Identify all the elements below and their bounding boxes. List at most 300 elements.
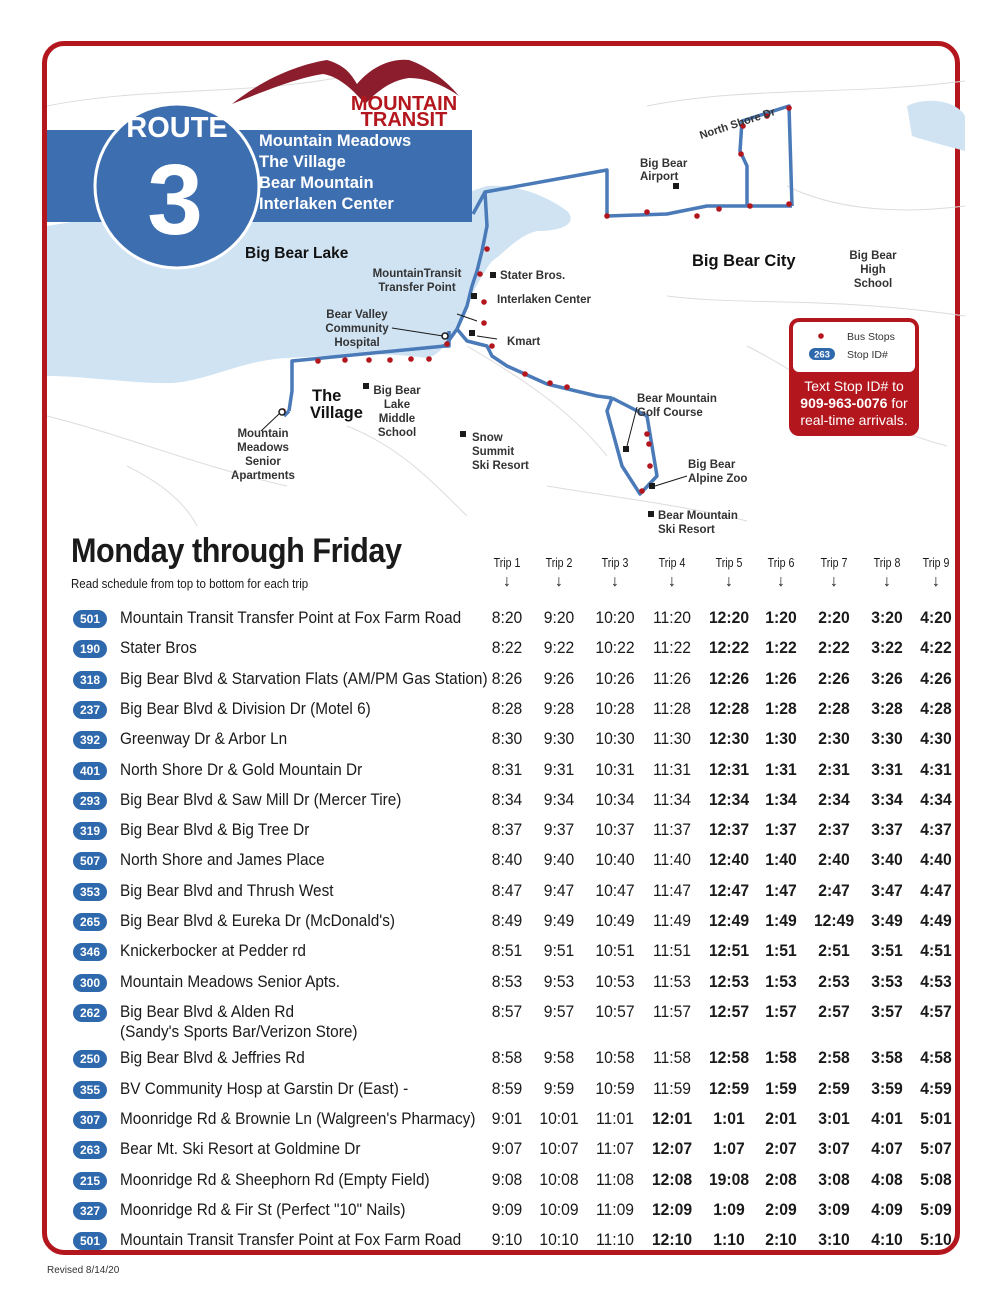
departure-time: 5:08 [920,1170,952,1189]
route-card [42,41,960,1255]
departure-time: 11:22 [652,639,692,658]
trip-header: Trip 2 [545,556,573,570]
revised-date: Revised 8/14/20 [47,1265,120,1276]
stop-name: Stater Bros [120,639,197,658]
departure-time: 4:28 [920,699,952,718]
small-lake-ne [907,101,965,151]
departure-time: 10:51 [595,942,635,961]
departure-time: 10:53 [595,972,635,991]
departure-time: 3:22 [871,639,903,658]
down-arrow-icon: ↓ [611,573,619,590]
departure-time: 2:10 [765,1231,797,1250]
departure-time: 1:30 [765,730,797,749]
departure-time: 8:40 [491,851,523,870]
stop-name: North Shore Dr & Gold Mountain Dr [120,760,363,779]
departure-time: 9:07 [491,1140,523,1159]
departure-time: 10:37 [595,821,635,840]
stop-id-badge: 501 [73,610,107,628]
departure-time: 2:07 [765,1140,797,1159]
departure-time: 4:09 [871,1200,903,1219]
label-meadows-3: Senior [245,456,281,468]
departure-time: 4:07 [871,1140,903,1159]
label-stater-bros: Stater Bros. [500,270,566,282]
departure-time: 10:40 [595,851,635,870]
trip-header: Trip 5 [715,556,743,570]
departure-time: 9:47 [543,881,575,900]
departure-time: 4:31 [920,760,952,779]
label-middle-school-2: Lake [383,399,411,411]
stop-name: Big Bear Blvd & Starvation Flats (AM/PM Gas Station) [120,669,488,688]
departure-time: 2:59 [818,1079,850,1098]
departure-time: 3:57 [871,1002,903,1021]
departure-time: 9:51 [543,942,575,961]
schedule-row [47,789,965,817]
schedule-row [47,1169,965,1197]
departure-time: 4:26 [920,669,952,688]
label-meadows-2: Meadows [237,442,289,454]
departure-time: 12:07 [651,1140,693,1159]
mountain-transit-logo [232,60,459,131]
departure-time: 1:58 [765,1049,797,1068]
label-interlaken-center: Interlaken Center [497,294,591,306]
schedule-row [47,1199,965,1227]
trip-header: Trip 6 [767,556,795,570]
departure-time: 9:01 [491,1110,523,1128]
departure-time: 9:40 [543,851,575,870]
departure-time: 12:47 [708,881,750,900]
departure-time: 4:53 [920,972,952,991]
departure-time: 11:07 [595,1140,635,1159]
schedule-row [47,1108,965,1136]
departure-time: 4:59 [920,1079,952,1098]
legend-text-for: for [887,395,908,411]
departure-time: 9:20 [543,609,575,627]
departure-time: 9:58 [543,1049,575,1068]
departure-time: 10:30 [595,730,635,749]
departure-time: 1:01 [713,1110,745,1128]
departure-time: 9:30 [543,730,575,749]
label-ski-resort-2: Ski Resort [658,524,715,536]
departure-time: 5:07 [920,1140,952,1159]
schedule-row [47,971,965,999]
departure-time: 9:34 [543,790,575,809]
label-airport-1: Big Bear [640,158,688,170]
departure-time: 12:09 [651,1200,693,1219]
departure-time: 12:08 [651,1170,693,1189]
departure-time: 4:01 [871,1110,903,1128]
departure-time: 3:40 [871,851,903,870]
departure-time: 1:37 [765,821,797,840]
stop-name: Moonridge Rd & Fir St (Perfect "10" Nails) [120,1200,406,1219]
departure-time: 8:37 [491,821,523,840]
departure-time: 3:51 [871,942,903,961]
departure-time: 2:57 [818,1002,850,1021]
stop-id-badge: 263 [73,1141,107,1159]
destination-3: Bear Mountain [259,174,374,192]
departure-time: 19:08 [708,1170,750,1189]
departure-time: 11:59 [652,1079,692,1098]
departure-time: 1:09 [713,1200,745,1219]
stop-id-badge: 353 [73,883,107,901]
stop-id-badge: 307 [73,1111,107,1129]
stop-name: Moonridge Rd & Brownie Ln (Walgreen's Pharmacy) [120,1110,476,1128]
departure-time: 1:57 [765,1002,797,1021]
departure-time: 3:37 [871,821,903,840]
schedule-row [47,910,965,938]
departure-time: 11:51 [652,942,692,961]
departure-time: 3:07 [818,1140,850,1159]
down-arrow-icon: ↓ [725,573,733,590]
label-snow-summit-2: Summit [472,446,515,458]
departure-time: 3:31 [871,760,903,779]
trip-header: Trip 3 [601,556,629,570]
stop-id-badge: 190 [73,640,107,658]
stop-id-badge: 300 [73,974,107,992]
destination-1: Mountain Meadows [259,132,412,150]
departure-time: 8:22 [491,639,523,658]
trip-header: Trip 8 [873,556,901,570]
departure-time: 10:59 [595,1079,635,1098]
stop-name: Moonridge Rd & Sheephorn Rd (Empty Field) [120,1170,430,1189]
departure-time: 1:49 [765,912,797,930]
departure-time: 8:26 [491,669,523,688]
label-hospital-2: Community [325,323,389,335]
stop-id-badge: 355 [73,1081,107,1099]
departure-time: 1:07 [713,1140,745,1159]
stop-id-badge: 265 [73,913,107,931]
label-kmart: Kmart [507,336,541,348]
legend-key-area [793,322,915,372]
stop-id-badge: 501 [73,1232,107,1250]
departure-time: 9:59 [543,1079,575,1098]
departure-time: 10:28 [595,699,635,718]
label-middle-school-4: School [377,427,417,439]
departure-time: 9:31 [543,760,575,779]
departure-time: 2:01 [765,1110,797,1128]
label-hospital-3: Hospital [334,337,380,349]
departure-time: 8:28 [491,699,523,718]
departure-time: 1:26 [765,669,797,688]
departure-time: 12:28 [708,699,750,718]
schedule-row [47,880,965,908]
departure-time: 9:09 [491,1200,523,1219]
departure-time: 11:37 [652,821,692,840]
legend-text-line-2 [800,395,908,411]
departure-time: 12:59 [708,1079,750,1098]
departure-time: 8:49 [491,912,523,930]
departure-time: 10:26 [595,669,635,688]
label-alpine-zoo-2: Alpine Zoo [688,473,748,485]
departure-time: 11:10 [595,1231,635,1250]
departure-time: 12:51 [708,942,750,961]
label-golf-course-1: Bear Mountain [637,393,717,405]
departure-time: 9:26 [543,669,575,688]
departure-time: 4:30 [920,730,952,749]
departure-time: 12:49 [708,912,750,930]
stop-name: Big Bear Blvd & Alden Rd [120,1002,295,1021]
destination-2: The Village [259,153,346,171]
departure-time: 12:01 [651,1110,693,1128]
label-transfer-point-2: Transfer Point [378,282,456,294]
schedule-row [47,759,965,787]
departure-time: 11:58 [652,1049,692,1068]
stop-name: Bear Mt. Ski Resort at Goldmine Dr [120,1140,361,1159]
stop-id-badge: 401 [73,762,107,780]
trip-header: Trip 4 [658,556,686,570]
trip-header: Trip 1 [493,556,521,570]
departure-time: 12:53 [708,972,750,991]
stop-id-badge: 346 [73,943,107,961]
departure-time: 1:51 [765,942,797,961]
departure-time: 8:51 [491,942,523,961]
schedule-row [47,1078,965,1106]
departure-time: 8:53 [491,972,523,991]
map-legend [789,318,919,436]
departure-time: 10:01 [539,1110,579,1128]
legend-stop-id: Stop ID# [847,349,888,361]
departure-time: 4:57 [920,1002,952,1021]
departure-time: 3:01 [818,1110,850,1128]
stop-id-badge: 318 [73,671,107,689]
stop-id-badge: 250 [73,1050,107,1068]
label-snow-summit-1: Snow [472,432,503,444]
label-transfer-point-1: MountainTransit [372,268,462,280]
departure-time: 1:28 [765,699,797,718]
departure-time: 9:08 [491,1170,523,1189]
departure-time: 10:08 [539,1170,579,1189]
route-number: 3 [147,144,203,256]
departure-time: 10:20 [595,609,635,627]
stop-id-badge: 392 [73,731,107,749]
departure-time: 3:10 [818,1231,850,1250]
departure-time: 9:37 [543,821,575,840]
departure-time: 12:30 [708,730,750,749]
label-big-bear-city: Big Bear City [692,252,796,270]
departure-time: 3:59 [871,1079,903,1098]
departure-time: 10:10 [539,1231,579,1250]
departure-time: 9:28 [543,699,575,718]
departure-time: 8:34 [491,790,523,809]
schedule-row [47,698,965,726]
down-arrow-icon: ↓ [555,573,563,590]
departure-time: 4:58 [920,1049,952,1068]
departure-time: 12:40 [708,851,750,870]
departure-time: 2:34 [818,790,850,809]
departure-time: 12:37 [708,821,750,840]
departure-time: 11:47 [652,881,692,900]
departure-time: 1:10 [713,1231,745,1250]
label-big-bear-lake: Big Bear Lake [245,245,349,262]
stop-name: Big Bear Blvd & Division Dr (Motel 6) [120,699,371,718]
departure-time: 9:22 [543,639,575,658]
departure-time: 2:51 [818,942,850,961]
departure-time: 9:10 [491,1231,523,1250]
stop-name-line-2: (Sandy's Sports Bar/Verizon Store) [120,1022,358,1041]
departure-time: 2:08 [765,1170,797,1189]
departure-time: 10:47 [595,881,635,900]
departure-time: 12:31 [708,760,750,779]
route-map [47,46,965,536]
departure-time: 1:31 [765,760,797,779]
label-north-shore-dr: North Shore Dr [698,106,777,142]
label-high-school-3: School [853,278,893,290]
stop-name: Big Bear Blvd & Big Tree Dr [120,821,310,840]
brand-line-2: TRANSIT [360,109,448,131]
departure-time: 12:10 [651,1231,693,1250]
legend-phone: 909-963-0076 [800,395,888,411]
departure-time: 2:37 [818,821,850,840]
stop-name: Greenway Dr & Arbor Ln [120,730,288,749]
label-alpine-zoo-1: Big Bear [688,459,736,471]
departure-time: 11:28 [652,699,692,718]
departure-time: 10:09 [539,1200,579,1219]
trip-header: Trip 9 [922,556,950,570]
legend-text-line-3: real-time arrivals. [800,412,908,428]
stop-name: Knickerbocker at Pedder rd [120,942,306,961]
stop-id-badge: 319 [73,822,107,840]
departure-time: 4:49 [920,912,952,930]
legend-stop-dot [818,333,824,339]
label-middle-school-3: Middle [378,413,416,425]
schedule-row [47,819,965,847]
departure-time: 3:49 [871,912,903,930]
destination-4: Interlaken Center [259,195,394,213]
departure-time: 1:59 [765,1079,797,1098]
down-arrow-icon: ↓ [668,573,676,590]
departure-time: 3:47 [871,881,903,900]
departure-time: 3:34 [871,790,903,809]
stop-id-badge: 327 [73,1202,107,1220]
departure-time: 11:09 [595,1200,635,1219]
schedule-row [47,940,965,968]
stop-id-badge: 215 [73,1172,107,1190]
departure-time: 4:40 [920,851,952,870]
stop-name: Big Bear Blvd & Saw Mill Dr (Mercer Tire) [120,790,402,809]
stop-name: BV Community Hosp at Garstin Dr (East) - [120,1079,409,1098]
legend-bus-stops: Bus Stops [847,331,895,343]
label-airport-2: Airport [640,171,679,183]
departure-time: 8:57 [491,1002,523,1021]
departure-time: 2:30 [818,730,850,749]
departure-time: 12:22 [708,639,750,658]
schedule-row [47,1229,965,1257]
departure-time: 9:53 [543,972,575,991]
schedule-row [47,849,965,877]
departure-time: 10:34 [595,790,635,809]
trip-header: Trip 7 [820,556,848,570]
label-meadows-4: Apartments [231,470,295,482]
departure-time: 2:58 [818,1049,850,1068]
label-high-school-2: High [860,264,886,276]
departure-time: 4:51 [920,942,952,961]
stop-name: Mountain Transit Transfer Point at Fox Farm Road [120,1231,462,1250]
departure-time: 11:30 [652,730,692,749]
label-hospital-1: Bear Valley [326,309,388,321]
departure-time: 8:20 [491,609,523,627]
departure-time: 2:53 [818,972,850,991]
departure-time: 10:22 [595,639,635,658]
label-meadows-1: Mountain [237,428,289,440]
stop-name: Mountain Meadows Senior Apts. [120,972,341,991]
departure-time: 12:26 [708,669,750,688]
departure-time: 1:20 [765,609,797,627]
departure-time: 10:07 [539,1140,579,1159]
departure-time: 3:26 [871,669,903,688]
departure-time: 3:08 [818,1170,850,1189]
departure-time: 12:57 [708,1002,750,1021]
departure-time: 11:40 [652,851,692,870]
departure-time: 9:49 [543,912,575,930]
legend-text-line-1: Text Stop ID# to [804,378,904,394]
schedule-row [47,1001,965,1041]
schedule-subtitle: Read schedule from top to bottom for each trip [71,577,309,591]
departure-time: 3:30 [871,730,903,749]
label-ski-resort-1: Bear Mountain [658,510,738,522]
label-snow-summit-3: Ski Resort [472,460,529,472]
stop-id-badge: 293 [73,792,107,810]
departure-time: 2:20 [818,609,850,627]
departure-time: 1:34 [765,790,797,809]
departure-time: 3:09 [818,1200,850,1219]
stop-name: Big Bear Blvd and Thrush West [120,881,334,900]
departure-time: 1:47 [765,881,797,900]
departure-time: 12:34 [708,790,750,809]
schedule-row [47,1047,965,1075]
down-arrow-icon: ↓ [777,573,785,590]
senior-apartments-marker [279,409,285,415]
departure-time: 12:58 [708,1049,750,1068]
stop-id-badge: 237 [73,701,107,719]
stop-name: Big Bear Blvd & Eureka Dr (McDonald's) [120,912,395,930]
schedule-row [47,607,965,635]
stop-id-badge: 262 [73,1004,107,1022]
schedule-row [47,668,965,696]
stop-id-badge: 507 [73,852,107,870]
route-word: ROUTE [126,112,228,144]
departure-time: 5:10 [920,1231,952,1250]
schedule-title: Monday through Friday [71,532,402,570]
departure-time: 8:30 [491,730,523,749]
departure-time: 1:40 [765,851,797,870]
departure-time: 4:34 [920,790,952,809]
departure-time: 2:40 [818,851,850,870]
departure-time: 12:49 [813,912,855,930]
label-high-school-1: Big Bear [849,250,897,262]
schedule-row [47,1138,965,1166]
stop-name: Mountain Transit Transfer Point at Fox Farm Road [120,609,462,627]
departure-time: 1:53 [765,972,797,991]
departure-time: 10:49 [595,912,635,930]
stop-name: Big Bear Blvd & Jeffries Rd [120,1049,305,1068]
departure-time: 4:10 [871,1231,903,1250]
stop-name: North Shore and James Place [120,851,325,870]
departure-time: 3:20 [871,609,903,627]
label-golf-course-2: Golf Course [637,407,703,419]
down-arrow-icon: ↓ [883,573,891,590]
schedule-row [47,728,965,756]
departure-time: 10:31 [595,760,635,779]
departure-time: 11:26 [652,669,692,688]
departure-time: 11:01 [595,1110,635,1128]
departure-time: 10:58 [595,1049,635,1068]
departure-time: 3:53 [871,972,903,991]
departure-time: 2:22 [818,639,850,658]
departure-time: 4:22 [920,639,952,658]
departure-time: 4:47 [920,881,952,900]
label-middle-school-1: Big Bear [373,385,421,397]
departure-time: 11:20 [652,609,692,627]
down-arrow-icon: ↓ [503,573,511,590]
